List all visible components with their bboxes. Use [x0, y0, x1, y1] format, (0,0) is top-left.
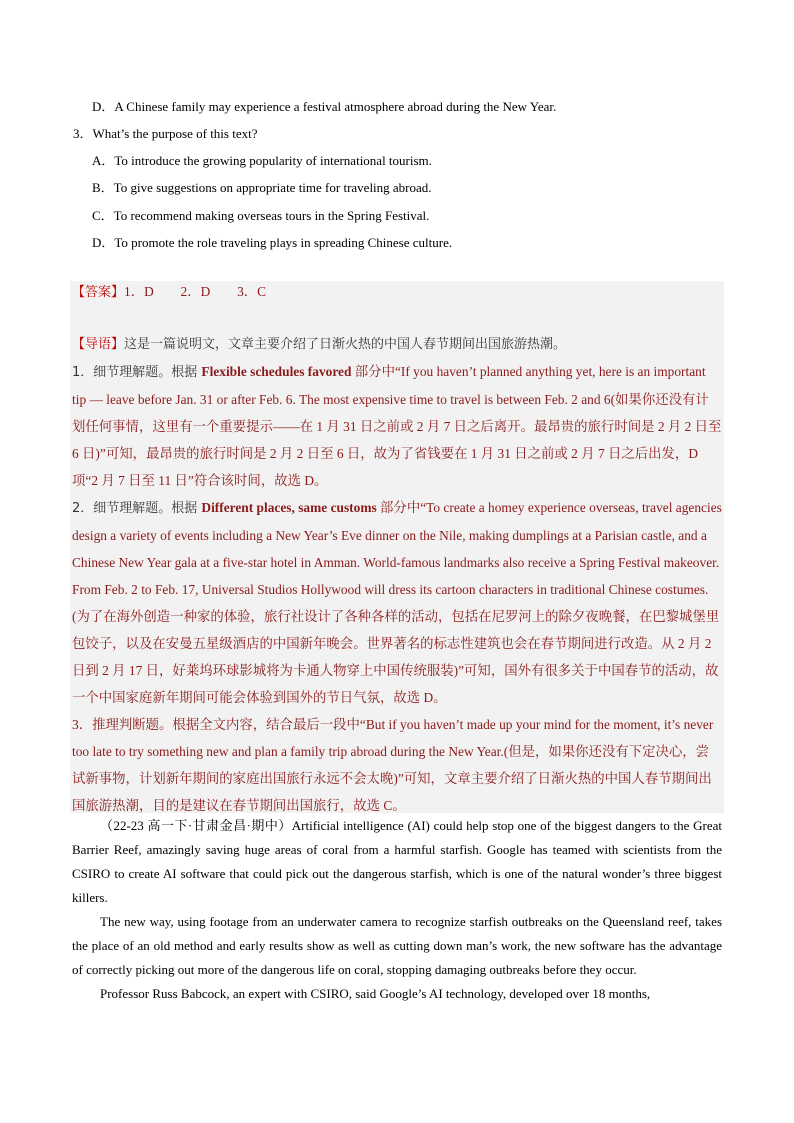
question-3-stem: 3．What’s the purpose of this text?	[73, 126, 258, 141]
option-q3-b: B．To give suggestions on appropriate time for traveling abroad.	[92, 180, 432, 195]
passage-paragraph-2: The new way, using footage from an underwater camera to recognize starfish outbreaks on the Queensland reef, takes the place of an old method and early results show as well as cutting down man’s work, the new software has the advantage of correctly picking out more of the dangerous life on coral, stopping damaging outbreaks before they occur.	[72, 914, 722, 977]
guide-line	[72, 330, 722, 358]
passage-paragraph-1: （22-23 高一下·甘肃金昌·期中）Artificial intelligence (AI) could help stop one of the biggest dangers to the Great Barrier Reef, amazingly saving huge areas of coral from a harmful starfish. Google has teamed with scientists from the CSIRO to create AI software that could pick out the dangerous starfish, which is one of the natural wonder’s three biggest killers.	[72, 818, 722, 905]
explanation-2-heading: Different places, same customs	[201, 500, 377, 515]
guide-text: 这是一篇说明文，文章主要介绍了日渐火热的中国人春节期间出国旅游热潮。	[124, 337, 567, 352]
explanation-3: 3．推理判断题。根据全文内容，结合最后一段中“But if you haven’t made up your mind for the moment, it’s never too late to try something new and plan a family trip abroad during the New Year.(但是，如果你还没有下定决心，尝试新事物，计划新年期间的家庭出国旅行永远不会太晚)”可知，文章主要介绍了日渐火热的中国人春节期间出国旅游热潮，目的是建议在春节期间出国旅行，故选 C。	[72, 717, 714, 813]
reading-passage	[72, 814, 722, 1006]
explanation-1-heading: Flexible schedules favored	[201, 364, 352, 379]
option-q3-c: C．To recommend making overseas tours in the Spring Festival.	[92, 208, 430, 223]
explanation-block	[72, 330, 722, 819]
explanation-1: 1．细节理解题。根据 Flexible schedules favored 部分中“If you haven’t planned anything yet, here is an important tip — leave before Jan. 31 or after Feb. 6. The most expensive time to travel is between Feb. 2 and 6(如果你还没有计划任何事情，这里有一个重要提示——在 1 月 31 日之前或 2 月 7 日之后离开。最昂贵的旅行时间是 2 月 2 日至 6 日)”可知，最昂贵的旅行时间是 2 月 2 日至 6 日，故为了省钱要在 1 月 31 日之前或 2 月 7 日之后出发，D 项“2 月 7 日至 11 日”符合该时间，故选 D。	[72, 364, 722, 488]
option-q3-d: D．To promote the role traveling plays in spreading Chinese culture.	[92, 235, 453, 250]
option-q3-a: A．To introduce the growing popularity of international tourism.	[92, 153, 432, 168]
explanation-2: 2．细节理解题。根据 Different places, same customs 部分中“To create a homey experience overseas, travel agencies design a variety of events including a New Year’s Eve dinner on the Nile, making dumplings at a Parisian castle, and a Chinese New Year gala at a five-star hotel in Amman. World-famous landmarks also receive a Spring Festival makeover. From Feb. 2 to Feb. 17, Universal Studios Hollywood will dress its cartoon characters in traditional Chinese costumes.(为了在海外创造一种家的体验，旅行社设计了各种各样的活动，包括在尼罗河上的除夕夜晚餐，在巴黎城堡里包饺子，以及在安曼五星级酒店的中国新年晚会。世界著名的标志性建筑也会在春节期间进行改造。从 2 月 2 日到 2 月 17 日，好莱坞环球影城将为卡通人物穿上中国传统服装)”可知，国外有很多关于中国春节的活动，故一个中国家庭新年期间可能会体验到国外的节日气氛，故选 D。	[72, 500, 722, 705]
passage-paragraph-3: Professor Russ Babcock, an expert with CSIRO, said Google’s AI technology, developed over 18 months,	[100, 986, 651, 1001]
option-q2-d: D．A Chinese family may experience a festival atmosphere abroad during the New Year.	[92, 99, 557, 114]
answer-label: 【答案】	[72, 285, 125, 300]
answer-line	[72, 279, 722, 306]
answer-values: 1．D 2．D 3．C	[124, 284, 267, 299]
guide-label: 【导语】	[72, 337, 125, 352]
